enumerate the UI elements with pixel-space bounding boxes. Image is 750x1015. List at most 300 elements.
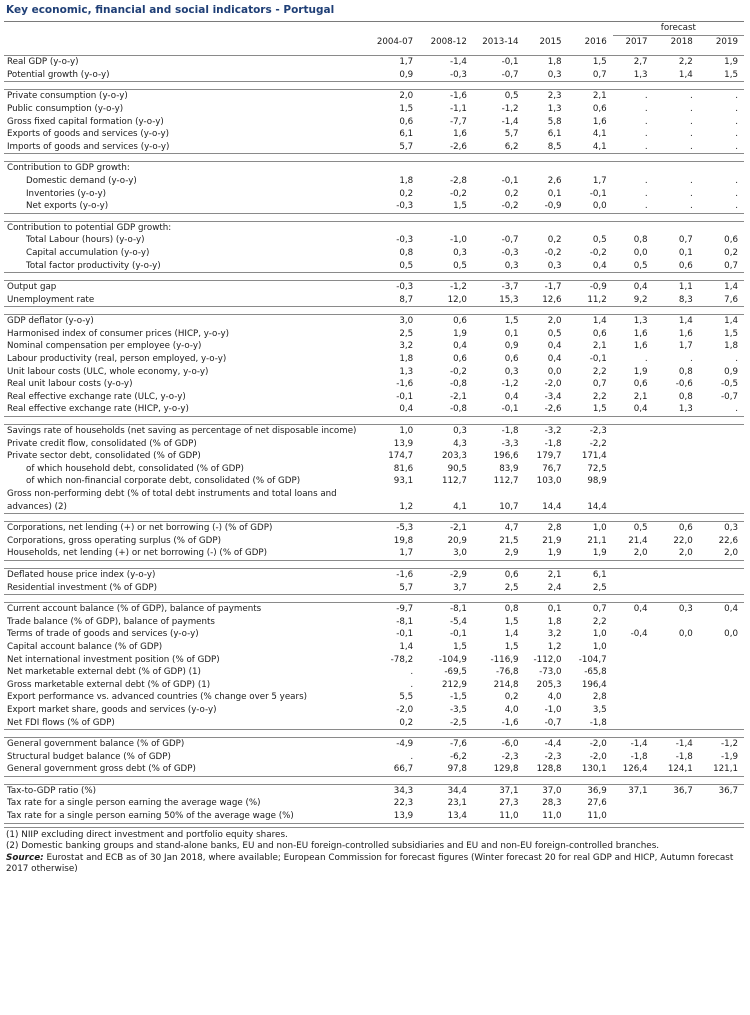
value-cell: -2,2 (589, 438, 607, 449)
value-cell (699, 810, 744, 823)
value-cell: -9,7 (365, 603, 419, 616)
value-cell (699, 568, 744, 581)
value-cell: -69,5 (444, 667, 467, 678)
value-cell: -0,8 (449, 379, 467, 390)
value-cell: . (735, 103, 738, 114)
row-label: Exports of goods and services (y-o-y) (7, 129, 169, 140)
value-cell: 83,9 (499, 463, 519, 474)
table-row (4, 234, 744, 247)
value-cell: 0,8 (399, 247, 414, 258)
row-label: Corporations, net lending (+) or net borrowing (-) (% of GDP) (4, 522, 365, 535)
forecast-header-row (4, 22, 744, 35)
value-cell (365, 162, 419, 175)
row-label: Domestic demand (y-o-y) (26, 175, 137, 186)
value-cell: 4,0 (547, 692, 562, 703)
row-label: Nominal compensation per employee (y-o-y) (7, 341, 202, 352)
value-cell: 34,3 (365, 784, 419, 797)
row-label: Contribution to potential GDP growth: (4, 221, 365, 234)
table-row (4, 141, 744, 154)
value-cell: 2,0 (613, 547, 654, 560)
value-cell: 1,4 (399, 641, 414, 652)
value-cell: 27,3 (499, 798, 519, 809)
table-row (4, 679, 744, 692)
value-cell: -2,9 (419, 568, 473, 581)
value-cell (613, 463, 654, 476)
table-row (4, 175, 744, 188)
value-cell: -0,2 (589, 247, 607, 258)
value-cell: -3,2 (525, 425, 568, 438)
table-row (4, 488, 744, 514)
group-spacer (4, 213, 744, 221)
value-cell: 1,3 (613, 315, 654, 328)
value-cell (699, 666, 744, 679)
value-cell: 0,6 (473, 568, 525, 581)
table-row (4, 547, 744, 560)
value-cell: -8,1 (396, 616, 414, 627)
value-cell: -2,8 (449, 175, 467, 186)
column-header: 2013-14 (482, 36, 519, 47)
value-cell (654, 641, 699, 654)
value-cell: 0,6 (592, 328, 607, 339)
value-cell: 5,7 (504, 129, 519, 140)
table-row (4, 116, 744, 129)
value-cell: 0,4 (365, 403, 419, 416)
value-cell: . (644, 103, 648, 114)
table-row (4, 666, 744, 679)
value-cell: 1,6 (633, 328, 648, 339)
value-cell: . (689, 188, 693, 199)
value-cell: -0,2 (473, 200, 525, 213)
row-label: Tax-to-GDP ratio (%) (4, 784, 365, 797)
value-cell: 0,6 (654, 522, 699, 535)
value-cell: 0,0 (724, 629, 738, 640)
table-row (4, 704, 744, 717)
value-cell: 1,7 (592, 175, 607, 186)
value-cell: 1,5 (419, 200, 473, 213)
value-cell: 0,4 (504, 391, 519, 402)
value-cell: -0,3 (419, 69, 473, 82)
row-label: Net international investment position (% of GDP) (7, 654, 220, 665)
value-cell: -1,7 (525, 281, 568, 294)
row-label: Capital accumulation (y-o-y) (26, 247, 150, 258)
value-cell: 37,0 (525, 784, 568, 797)
value-cell: 1,3 (613, 69, 654, 82)
value-cell (699, 704, 744, 717)
value-cell (654, 450, 699, 463)
value-cell: 1,5 (724, 328, 738, 339)
value-cell: 124,1 (654, 763, 699, 776)
value-cell: 0,4 (547, 341, 562, 352)
value-cell: -2,1 (419, 522, 473, 535)
value-cell: 112,7 (442, 476, 467, 487)
value-cell (613, 221, 654, 234)
table-row (4, 425, 744, 438)
value-cell: -3,5 (449, 704, 467, 715)
column-header: 2016 (584, 36, 607, 47)
value-cell: -6,0 (473, 738, 525, 751)
value-cell: 0,4 (568, 260, 613, 273)
value-cell: 1,0 (568, 522, 613, 535)
value-cell: . (735, 354, 738, 365)
value-cell: 72,5 (587, 463, 607, 474)
value-cell: 179,7 (536, 451, 562, 462)
value-cell: -1,2 (419, 281, 473, 294)
value-cell: -2,1 (449, 391, 467, 402)
value-cell: 2,1 (525, 568, 568, 581)
group-spacer (4, 595, 744, 603)
value-cell: -0,3 (501, 247, 519, 258)
value-cell: -0,3 (365, 200, 419, 213)
value-cell: 34,4 (419, 784, 473, 797)
value-cell: -2,0 (589, 751, 607, 762)
value-cell: -0,4 (630, 629, 648, 640)
value-cell: 4,1 (568, 141, 613, 154)
value-cell: 103,0 (536, 476, 562, 487)
value-cell: 0,6 (453, 354, 467, 365)
row-label: of which household debt, consolidated (% of GDP) (26, 463, 244, 474)
footnotes (4, 827, 744, 876)
table-row (4, 438, 744, 451)
value-cell: . (410, 679, 414, 690)
value-cell: 0,6 (504, 354, 519, 365)
table-row (4, 691, 744, 704)
value-cell: 0,4 (613, 281, 654, 294)
value-cell (365, 221, 419, 234)
row-label: Net marketable external debt (% of GDP) (1) (7, 667, 201, 678)
value-cell: -2,3 (544, 751, 562, 762)
source-label: Source: (6, 852, 44, 863)
table-row (4, 463, 744, 476)
value-cell: -4,9 (365, 738, 419, 751)
value-cell: -2,6 (525, 403, 568, 416)
value-cell: 22,6 (718, 535, 738, 546)
value-cell (419, 162, 473, 175)
table-row (4, 797, 744, 810)
row-label: Total factor productivity (y-o-y) (4, 260, 365, 273)
value-cell: 1,8 (724, 341, 738, 352)
value-cell: 203,3 (442, 451, 467, 462)
value-cell: 2,3 (525, 90, 568, 103)
row-label: Inventories (y-o-y) (26, 188, 107, 199)
value-cell: 4,3 (453, 438, 467, 449)
value-cell: 0,4 (453, 341, 467, 352)
group-spacer (4, 154, 744, 162)
value-cell: 4,0 (504, 704, 519, 715)
value-cell: 0,3 (654, 603, 699, 616)
table-row (4, 391, 744, 404)
row-label: General government gross debt (% of GDP) (4, 763, 365, 776)
value-cell: -0,7 (473, 69, 525, 82)
value-cell (654, 666, 699, 679)
row-label: Public consumption (y-o-y) (7, 103, 124, 114)
value-cell: 1,7 (365, 547, 419, 560)
value-cell: 2,8 (592, 692, 607, 703)
value-cell: -7,7 (449, 116, 467, 127)
value-cell: -0,8 (419, 403, 473, 416)
column-header: 2004-07 (376, 36, 414, 47)
row-label: Real GDP (y-o-y) (4, 56, 365, 69)
value-cell: 0,5 (419, 260, 473, 273)
value-cell: 0,1 (525, 603, 568, 616)
value-cell: . (644, 116, 648, 127)
value-cell: 2,5 (399, 328, 414, 339)
source-note (6, 853, 744, 876)
page-title: Key economic, financial and social indicators - Portugal (6, 4, 335, 16)
value-cell (654, 221, 699, 234)
value-cell: 0,5 (547, 328, 562, 339)
value-cell: 126,4 (613, 763, 654, 776)
value-cell: 1,4 (568, 315, 613, 328)
value-cell: 81,6 (393, 463, 414, 474)
value-cell: -1,4 (501, 116, 519, 127)
value-cell: 2,2 (654, 56, 699, 69)
row-label: Real unit labour costs (y-o-y) (7, 379, 133, 390)
value-cell: 1,8 (525, 56, 568, 69)
value-cell (613, 641, 654, 654)
value-cell: 4,1 (592, 129, 607, 140)
row-label: Private credit flow, consolidated (% of GDP) (7, 438, 197, 449)
row-label: Real effective exchange rate (HICP, y-o-y) (4, 403, 365, 416)
value-cell: 174,7 (388, 451, 414, 462)
value-cell: 1,5 (568, 403, 613, 416)
value-cell: 2,9 (473, 547, 525, 560)
value-cell: -1,6 (419, 90, 473, 103)
value-cell: 15,3 (473, 294, 525, 307)
column-header: 2017 (625, 36, 648, 47)
value-cell (613, 717, 654, 730)
value-cell: 28,3 (542, 798, 562, 809)
row-label: Corporations, gross operating surplus (% of GDP) (7, 535, 221, 546)
value-cell: -6,2 (449, 751, 467, 762)
row-label: Imports of goods and services (y-o-y) (4, 141, 365, 154)
table-row (4, 450, 744, 463)
value-cell: 11,0 (473, 810, 525, 823)
value-cell: 0,4 (613, 603, 654, 616)
value-cell: 1,3 (399, 366, 414, 377)
table-row (4, 763, 744, 776)
value-cell: 128,8 (525, 763, 568, 776)
table-row (4, 188, 744, 201)
value-cell: 20,9 (447, 535, 467, 546)
column-header: 2018 (670, 36, 693, 47)
value-cell: 13,9 (393, 438, 414, 449)
value-cell: 22,3 (393, 798, 414, 809)
value-cell (654, 616, 699, 629)
value-cell (654, 425, 699, 438)
value-cell (699, 654, 744, 667)
value-cell: 0,6 (724, 235, 738, 246)
value-cell (654, 797, 699, 810)
value-cell (699, 450, 744, 463)
group-spacer (4, 82, 744, 90)
row-label: Structural budget balance (% of GDP) (7, 751, 171, 762)
value-cell: 5,8 (547, 116, 562, 127)
value-cell (699, 679, 744, 692)
value-cell: 0,6 (654, 260, 699, 273)
value-cell: . (654, 90, 699, 103)
value-cell (699, 475, 744, 488)
value-cell (654, 488, 699, 514)
value-cell: -3,7 (473, 281, 525, 294)
value-cell: 0,3 (699, 522, 744, 535)
value-cell: . (644, 175, 648, 186)
value-cell: 21,1 (587, 535, 607, 546)
table-row (4, 200, 744, 213)
value-cell: -1,2 (699, 738, 744, 751)
value-cell: 2,2 (592, 616, 607, 627)
value-cell: 36,7 (699, 784, 744, 797)
value-cell (613, 488, 654, 514)
value-cell: 1,0 (365, 425, 419, 438)
value-cell: 0,2 (724, 247, 738, 258)
indicators-panel (4, 0, 744, 876)
value-cell: 0,8 (633, 235, 648, 246)
row-label: Net FDI flows (% of GDP) (4, 717, 365, 730)
value-cell: -1,8 (544, 438, 562, 449)
value-cell: -0,1 (473, 56, 525, 69)
value-cell: 1,6 (453, 129, 467, 140)
table-row (4, 522, 744, 535)
value-cell: 1,9 (525, 547, 568, 560)
table-row (4, 603, 744, 616)
value-cell: -7,6 (419, 738, 473, 751)
value-cell: 0,2 (399, 188, 414, 199)
value-cell: -1,2 (501, 379, 519, 390)
table-row (4, 90, 744, 103)
value-cell (613, 438, 654, 451)
group-spacer (4, 417, 744, 425)
table-row (4, 103, 744, 116)
value-cell: 0,7 (592, 379, 607, 390)
value-cell: -3,4 (544, 391, 562, 402)
row-label: of which non-financial corporate debt, consolidated (% of GDP) (26, 476, 301, 487)
value-cell: 121,1 (699, 763, 744, 776)
value-cell: -0,1 (396, 391, 414, 402)
value-cell: . (410, 751, 414, 762)
value-cell: 2,0 (654, 547, 699, 560)
value-cell: . (410, 667, 414, 678)
value-cell: . (735, 188, 738, 199)
value-cell: -0,2 (449, 366, 467, 377)
value-cell: 1,9 (633, 366, 648, 377)
value-cell: 0,3 (504, 366, 519, 377)
value-cell: 1,4 (699, 315, 744, 328)
table-row (4, 654, 744, 667)
value-cell: -2,6 (419, 141, 473, 154)
row-label: General government balance (% of GDP) (4, 738, 365, 751)
group-spacer (4, 560, 744, 568)
value-cell: 14,4 (525, 488, 568, 514)
value-cell: -0,1 (501, 175, 519, 186)
row-label: Tax rate for a single person earning 50% of the average wage (%) (4, 810, 365, 823)
value-cell (613, 654, 654, 667)
row-label: Labour productivity (real, person employed, y-o-y) (7, 354, 227, 365)
value-cell: 11,0 (568, 810, 613, 823)
table-row (4, 616, 744, 629)
value-cell: -5,4 (449, 616, 467, 627)
value-cell: 14,4 (568, 488, 613, 514)
value-cell (699, 797, 744, 810)
value-cell: 196,6 (493, 451, 519, 462)
table-row (4, 260, 744, 273)
row-label: Unit labour costs (ULC, whole economy, y-o-y) (7, 366, 209, 377)
value-cell: -3,3 (501, 438, 519, 449)
row-label: Unemployment rate (4, 294, 365, 307)
value-cell: 0,1 (678, 247, 693, 258)
value-cell (613, 450, 654, 463)
value-cell (613, 810, 654, 823)
table-row (4, 717, 744, 730)
value-cell: 1,8 (399, 175, 414, 186)
table-row (4, 641, 744, 654)
value-cell: 0,6 (592, 103, 607, 114)
value-cell: 1,9 (453, 328, 467, 339)
value-cell: 0,7 (678, 235, 693, 246)
value-cell: 5,5 (399, 692, 414, 703)
value-cell (654, 717, 699, 730)
value-cell: . (644, 354, 648, 365)
value-cell: . (689, 354, 693, 365)
value-cell: 129,8 (473, 763, 525, 776)
value-cell: -104,9 (438, 654, 467, 665)
value-cell: 0,5 (613, 522, 654, 535)
value-cell: 19,8 (393, 535, 414, 546)
value-cell: 2,2 (592, 366, 607, 377)
value-cell: 0,0 (568, 200, 613, 213)
value-cell: -78,2 (390, 654, 414, 665)
value-cell: -0,1 (589, 354, 607, 365)
value-cell: 37,1 (473, 784, 525, 797)
value-cell: 7,6 (699, 294, 744, 307)
value-cell: 1,8 (399, 354, 414, 365)
value-cell: -1,4 (419, 56, 473, 69)
value-cell: . (699, 200, 744, 213)
value-cell (654, 679, 699, 692)
table-row (4, 353, 744, 366)
value-cell: 2,5 (473, 582, 525, 595)
value-cell: 0,7 (699, 260, 744, 273)
value-cell: -5,3 (365, 522, 419, 535)
value-cell (699, 717, 744, 730)
value-cell: 0,7 (568, 69, 613, 82)
table-row (4, 294, 744, 307)
value-cell (568, 162, 613, 175)
value-cell: 1,0 (592, 641, 607, 652)
column-header: 2008-12 (430, 36, 467, 47)
value-cell: 23,1 (447, 798, 467, 809)
value-cell: . (644, 188, 648, 199)
value-cell: 1,6 (592, 116, 607, 127)
value-cell: 1,4 (699, 281, 744, 294)
value-cell: 2,1 (592, 341, 607, 352)
column-header: 2015 (539, 36, 562, 47)
row-label: Export performance vs. advanced countries (% change over 5 years) (7, 692, 307, 703)
value-cell: 2,0 (525, 315, 568, 328)
value-cell: 8,5 (525, 141, 568, 154)
value-cell (613, 666, 654, 679)
value-cell: 0,5 (473, 90, 525, 103)
row-label: Tax rate for a single person earning the average wage (%) (7, 798, 261, 809)
row-label: Total Labour (hours) (y-o-y) (26, 235, 145, 246)
value-cell: -0,7 (525, 717, 568, 730)
value-cell: -1,9 (721, 751, 738, 762)
value-cell (654, 810, 699, 823)
value-cell: 6,2 (473, 141, 525, 154)
row-label: Gross non-performing debt (% of total debt instruments and total loans and advances) (2) (4, 488, 365, 514)
group-spacer (4, 307, 744, 315)
value-cell: -2,0 (396, 704, 414, 715)
value-cell: -0,7 (501, 235, 519, 246)
